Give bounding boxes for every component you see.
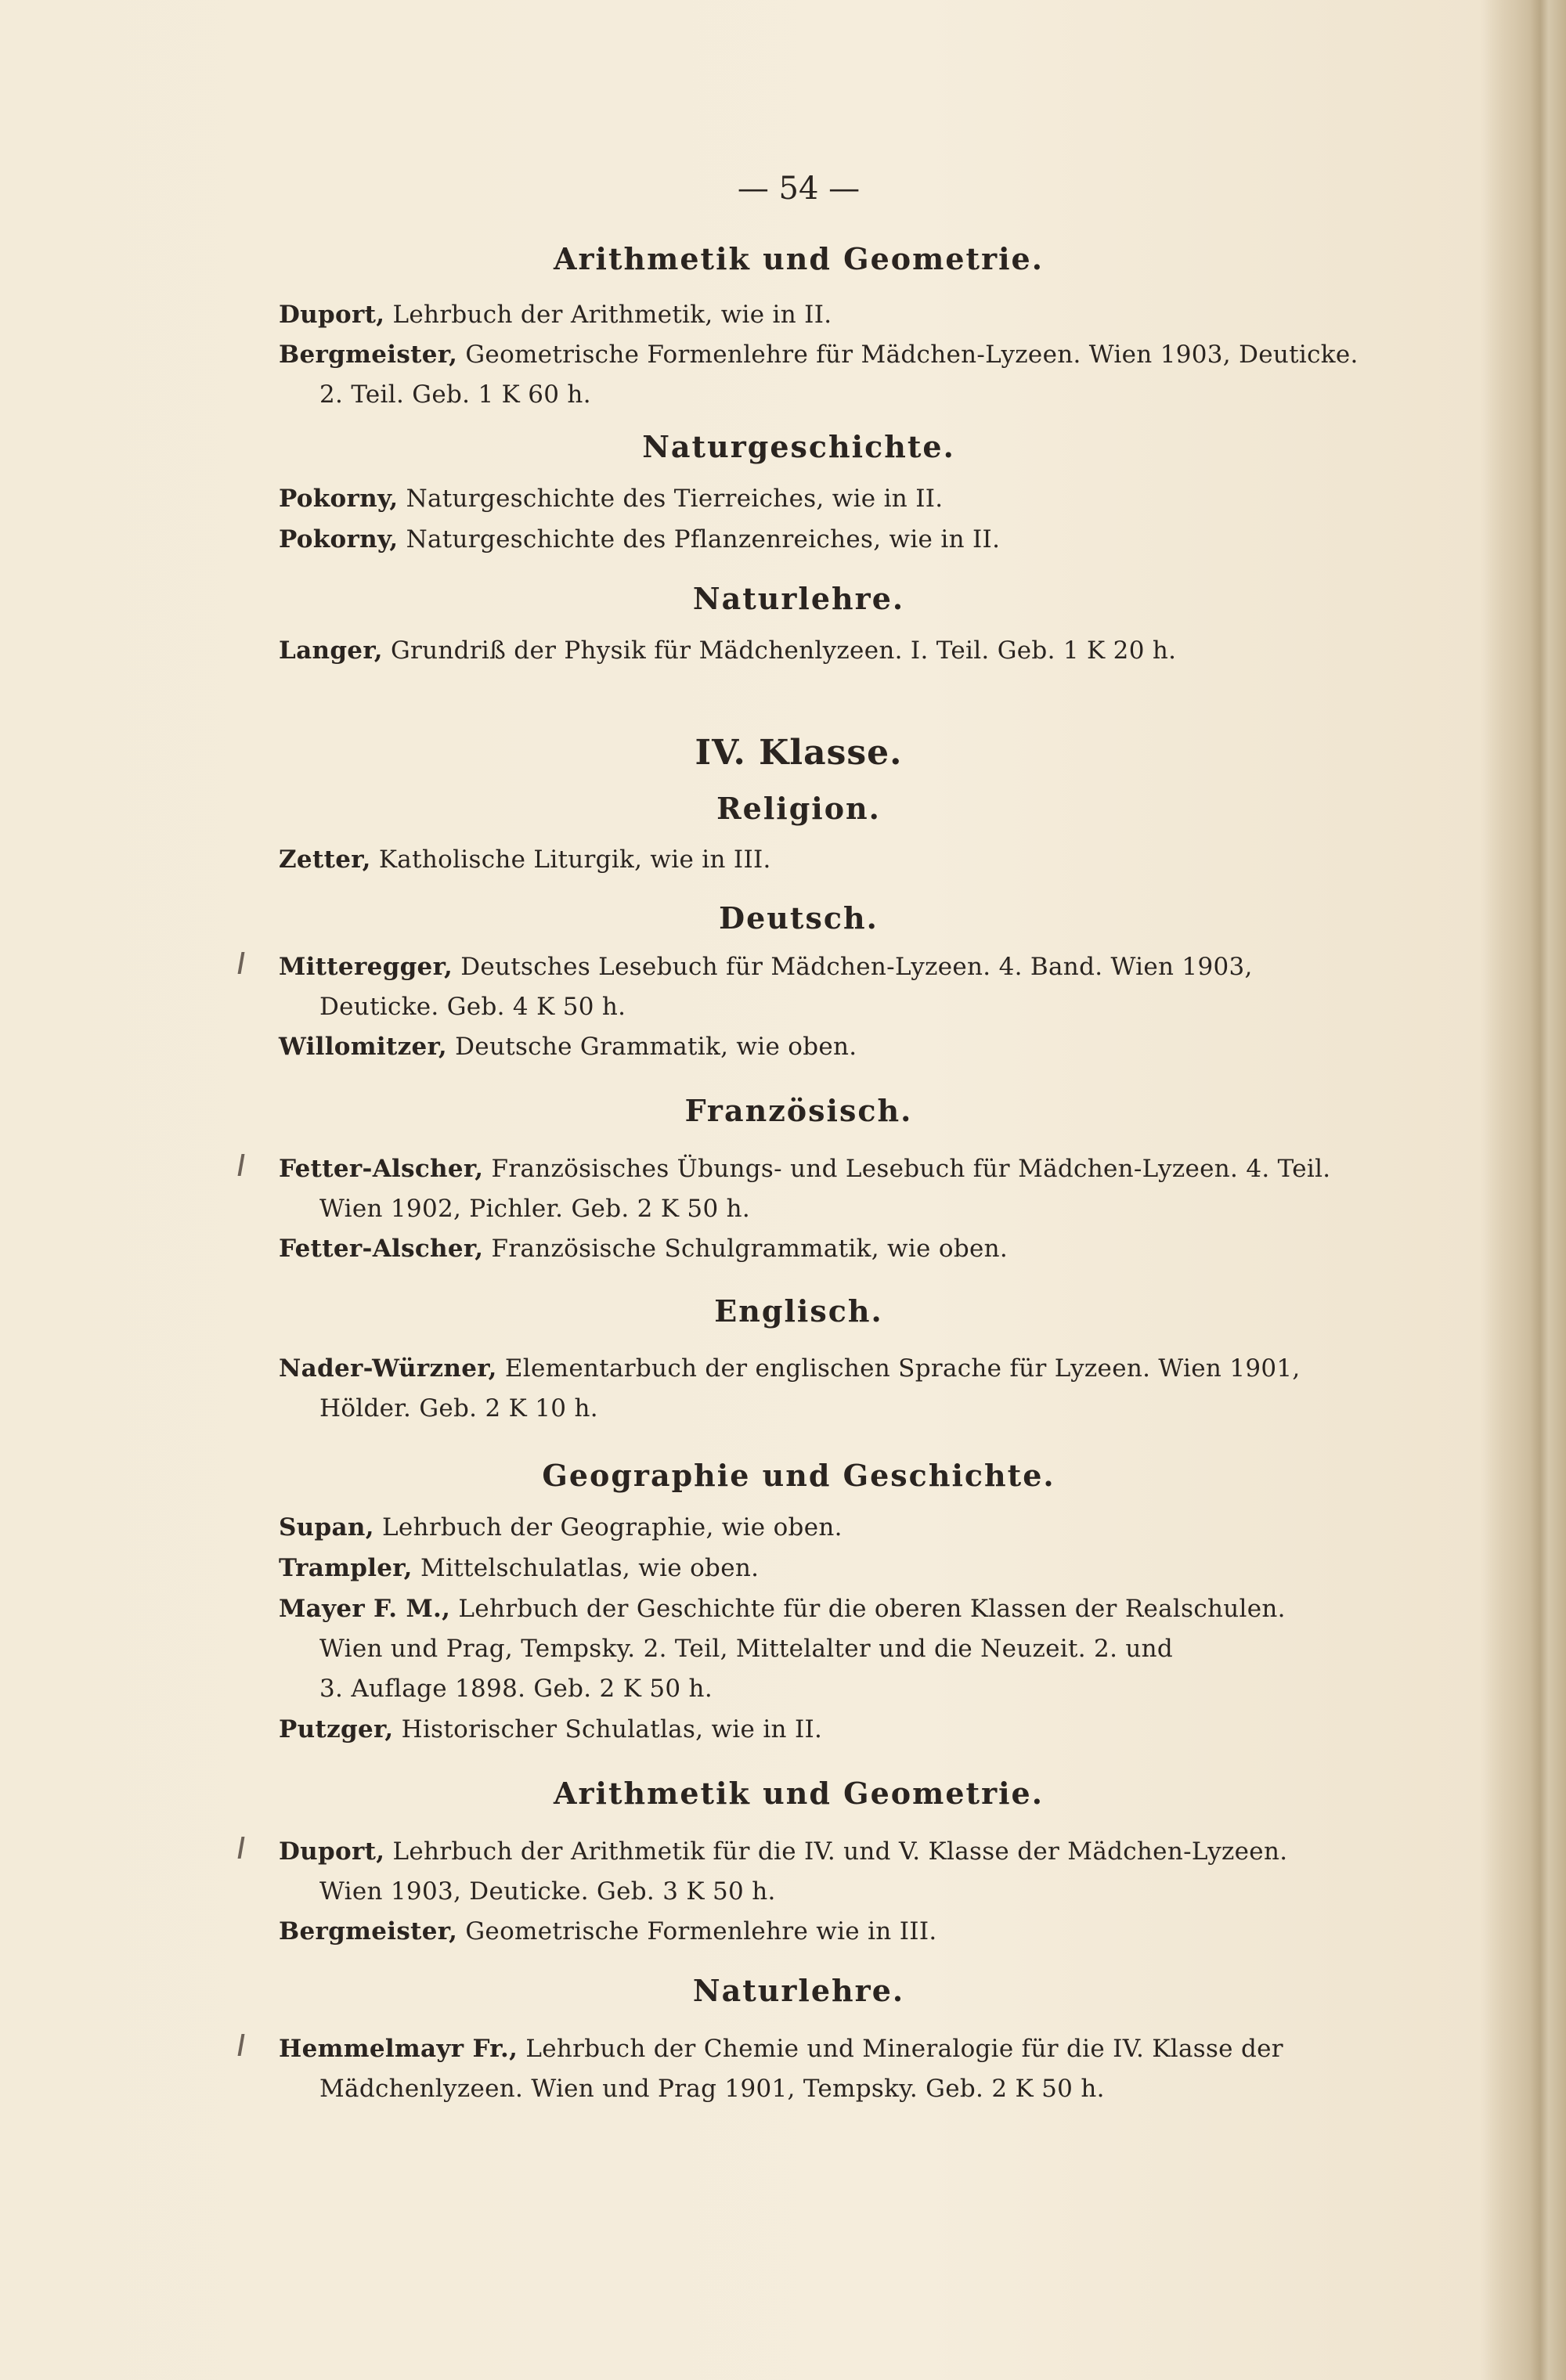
page-number: — 54 — bbox=[737, 171, 861, 207]
entry-author: Duport, bbox=[279, 301, 385, 329]
entry-author: Hemmelmayr Fr., bbox=[279, 2035, 518, 2063]
entry-continuation: Mädchenlyzeen. Wien und Prag 1901, Tempsky. Geb. 2 K 50 h. bbox=[319, 2075, 1105, 2103]
entry-mitteregger bbox=[279, 947, 1367, 1027]
entry-continuation: Deuticke. Geb. 4 K 50 h. bbox=[319, 993, 626, 1021]
entry-nader-wuerzner bbox=[279, 1349, 1367, 1429]
entry-text: Lehrbuch der Arithmetik, wie in II. bbox=[392, 301, 832, 329]
entry-supan bbox=[279, 1508, 1367, 1548]
entry-author: Pokorny, bbox=[279, 525, 399, 554]
entry-author: Supan, bbox=[279, 1513, 374, 1542]
entry-bergmeister bbox=[279, 335, 1367, 415]
entry-zetter bbox=[279, 840, 1367, 880]
entry-author: Putzger, bbox=[279, 1715, 394, 1744]
entry-mayer bbox=[279, 1589, 1367, 1709]
entry-trampler bbox=[279, 1549, 1367, 1588]
entry-duport-2 bbox=[279, 1832, 1367, 1912]
section-heading-religion: Religion. bbox=[716, 791, 881, 826]
entry-continuation: Wien und Prag, Tempsky. 2. Teil, Mittelalter und die Neuzeit. 2. und bbox=[319, 1635, 1174, 1663]
entry-text: Geometrische Formenlehre wie in III. bbox=[465, 1917, 937, 1945]
section-heading-naturlehre-2: Naturlehre. bbox=[692, 1973, 905, 2008]
entry-text: Historischer Schulatlas, wie in II. bbox=[401, 1715, 823, 1744]
entry-fetter-alscher-2 bbox=[279, 1229, 1367, 1269]
entry-fetter-alscher-1 bbox=[279, 1149, 1367, 1229]
entry-text: Naturgeschichte des Tierreiches, wie in II. bbox=[406, 485, 944, 513]
entry-author: Duport, bbox=[279, 1837, 385, 1866]
entry-author: Trampler, bbox=[279, 1554, 413, 1582]
entry-author: Fetter-Alscher, bbox=[279, 1155, 484, 1183]
entry-text: Französisches Übungs- und Lesebuch für Mädchen-Lyzeen. 4. Teil. bbox=[491, 1155, 1331, 1183]
section-heading-arithmetik-2: Arithmetik und Geometrie. bbox=[554, 1776, 1044, 1811]
entry-pokorny-pflanzen bbox=[279, 520, 1367, 560]
entry-continuation: Hölder. Geb. 2 K 10 h. bbox=[319, 1394, 598, 1423]
entry-text: Katholische Liturgik, wie in III. bbox=[378, 846, 771, 874]
entry-author: Bergmeister, bbox=[279, 341, 458, 369]
entry-text: Grundriß der Physik für Mädchenlyzeen. I. Teil. Geb. 1 K 20 h. bbox=[390, 636, 1177, 665]
entry-hemmelmayr bbox=[279, 2029, 1367, 2109]
entry-author: Langer, bbox=[279, 636, 383, 665]
entry-continuation: Wien 1903, Deuticke. Geb. 3 K 50 h. bbox=[319, 1877, 776, 1906]
entry-author: Pokorny, bbox=[279, 485, 399, 513]
entry-author: Zetter, bbox=[279, 846, 371, 874]
section-heading-naturgeschichte: Naturgeschichte. bbox=[642, 429, 955, 464]
entry-duport bbox=[279, 295, 1367, 335]
entry-langer bbox=[279, 631, 1367, 671]
entry-author: Willomitzer, bbox=[279, 1033, 447, 1061]
section-heading-deutsch: Deutsch. bbox=[719, 900, 879, 936]
entry-continuation: 3. Auflage 1898. Geb. 2 K 50 h. bbox=[319, 1675, 713, 1703]
entry-pokorny-tier bbox=[279, 479, 1367, 519]
entry-author: Bergmeister, bbox=[279, 1917, 458, 1945]
entry-putzger bbox=[279, 1710, 1367, 1750]
entry-continuation: 2. Teil. Geb. 1 K 60 h. bbox=[319, 380, 591, 409]
section-heading-arithmetik: Arithmetik und Geometrie. bbox=[554, 241, 1044, 276]
entry-text: Mittelschulatlas, wie oben. bbox=[420, 1554, 760, 1582]
entry-text: Lehrbuch der Chemie und Mineralogie für die IV. Klasse der bbox=[525, 2035, 1283, 2063]
entry-text: Geometrische Formenlehre für Mädchen-Lyzeen. Wien 1903, Deuticke. bbox=[465, 341, 1359, 369]
entry-author: Fetter-Alscher, bbox=[279, 1235, 484, 1263]
section-heading-naturlehre: Naturlehre. bbox=[692, 581, 905, 616]
entry-text: Deutsche Grammatik, wie oben. bbox=[455, 1033, 857, 1061]
entry-willomitzer bbox=[279, 1027, 1367, 1067]
entry-text: Naturgeschichte des Pflanzenreiches, wie in II. bbox=[406, 525, 1001, 554]
entry-author: Mayer F. M., bbox=[279, 1595, 451, 1623]
entry-text: Deutsches Lesebuch für Mädchen-Lyzeen. 4. Band. Wien 1903, bbox=[460, 953, 1253, 981]
section-heading-franzoesisch: Französisch. bbox=[684, 1093, 913, 1128]
entry-text: Französische Schulgrammatik, wie oben. bbox=[491, 1235, 1009, 1263]
section-heading-geographie: Geographie und Geschichte. bbox=[542, 1458, 1055, 1493]
entry-text: Elementarbuch der englischen Sprache für Lyzeen. Wien 1901, bbox=[504, 1354, 1301, 1383]
section-heading-englisch: Englisch. bbox=[714, 1293, 883, 1329]
entry-author: Nader-Würzner, bbox=[279, 1354, 497, 1383]
entry-continuation: Wien 1902, Pichler. Geb. 2 K 50 h. bbox=[319, 1195, 751, 1223]
entry-author: Mitteregger, bbox=[279, 953, 453, 981]
class-heading: IV. Klasse. bbox=[695, 733, 903, 773]
entry-text: Lehrbuch der Arithmetik für die IV. und V. Klasse der Mädchen-Lyzeen. bbox=[392, 1837, 1288, 1866]
page-edge bbox=[1480, 0, 1566, 2380]
entry-bergmeister-2 bbox=[279, 1912, 1367, 1952]
entry-text: Lehrbuch der Geschichte für die oberen Klassen der Realschulen. bbox=[458, 1595, 1286, 1623]
entry-text: Lehrbuch der Geographie, wie oben. bbox=[381, 1513, 843, 1542]
